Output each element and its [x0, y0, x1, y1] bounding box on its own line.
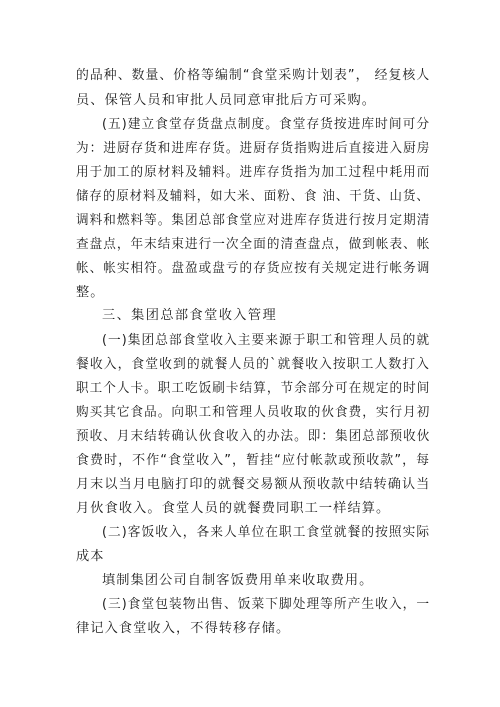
text-line: 月末以当月电脑打印的就餐交易额从预收款中结转确认当: [76, 477, 431, 492]
text-line: 餐收入，食堂收到的就餐人员的`就餐收入按职工人数打入: [76, 357, 430, 372]
text-line: 填制集团公司自制客饭费用单来收取费用。: [102, 573, 374, 588]
text-line: 预收、月末结转确认伙食收入的办法。即：集团总部预收伙: [76, 429, 431, 444]
section-heading: 三、集团总部食堂收入管理: [102, 308, 278, 323]
text-line: 购买其它食品。向职工和管理人员收取的伙食费，实行月初: [76, 405, 431, 420]
text-line: 职工个人卡。职工吃饭刷卡结算，节余部分可在规定的时间: [76, 381, 431, 396]
text-line: 帐、帐实相符。盘盈或盘亏的存货应按有关规定进行帐务调: [76, 261, 431, 276]
text-line: 为：进厨存货和进库存货。进厨存货指购进后直接进入厨房: [76, 141, 431, 156]
text-line: (一)集团总部食堂收入主要来源于职工和管理人员的就: [102, 333, 431, 348]
text-line: (二)客饭收入，各来人单位在职工食堂就餐的按照实际: [102, 525, 431, 540]
text-line: (五)建立食堂存货盘点制度。食堂存货按进库时间可分: [102, 117, 431, 132]
text-line: 食费时，不作“食堂收入”，暂挂“应付帐款或预收款”，每: [76, 453, 431, 468]
text-line: 调料和燃料等。集团总部食堂应对进库存货进行按月定期清: [76, 213, 431, 228]
text-line: 成本: [76, 549, 105, 564]
text-line: 整。: [76, 285, 105, 300]
text-line: 储存的原材料及辅料，如大米、面粉、食 油、干货、山货、: [76, 189, 430, 204]
text-line: 用于加工的原材料及辅料。进库存货指为加工过程中耗用而: [76, 165, 431, 180]
text-line: (三)食堂包装物出售、饭菜下脚处理等所产生收入，一: [102, 597, 431, 612]
text-line: 月伙食收入。食堂人员的就餐费同职工一样结算。: [76, 501, 391, 516]
text-line: 的品种、数量、价格等编制“食堂采购计划表”， 经复核人: [76, 68, 431, 83]
text-line: 员、保管人员和审批人员同意审批后方可采购。: [76, 93, 377, 108]
text-line: 律记入食堂收入，不得转移存储。: [76, 621, 291, 636]
text-line: 查盘点，年末结束进行一次全面的清查盘点，做到帐表、帐: [76, 237, 431, 252]
